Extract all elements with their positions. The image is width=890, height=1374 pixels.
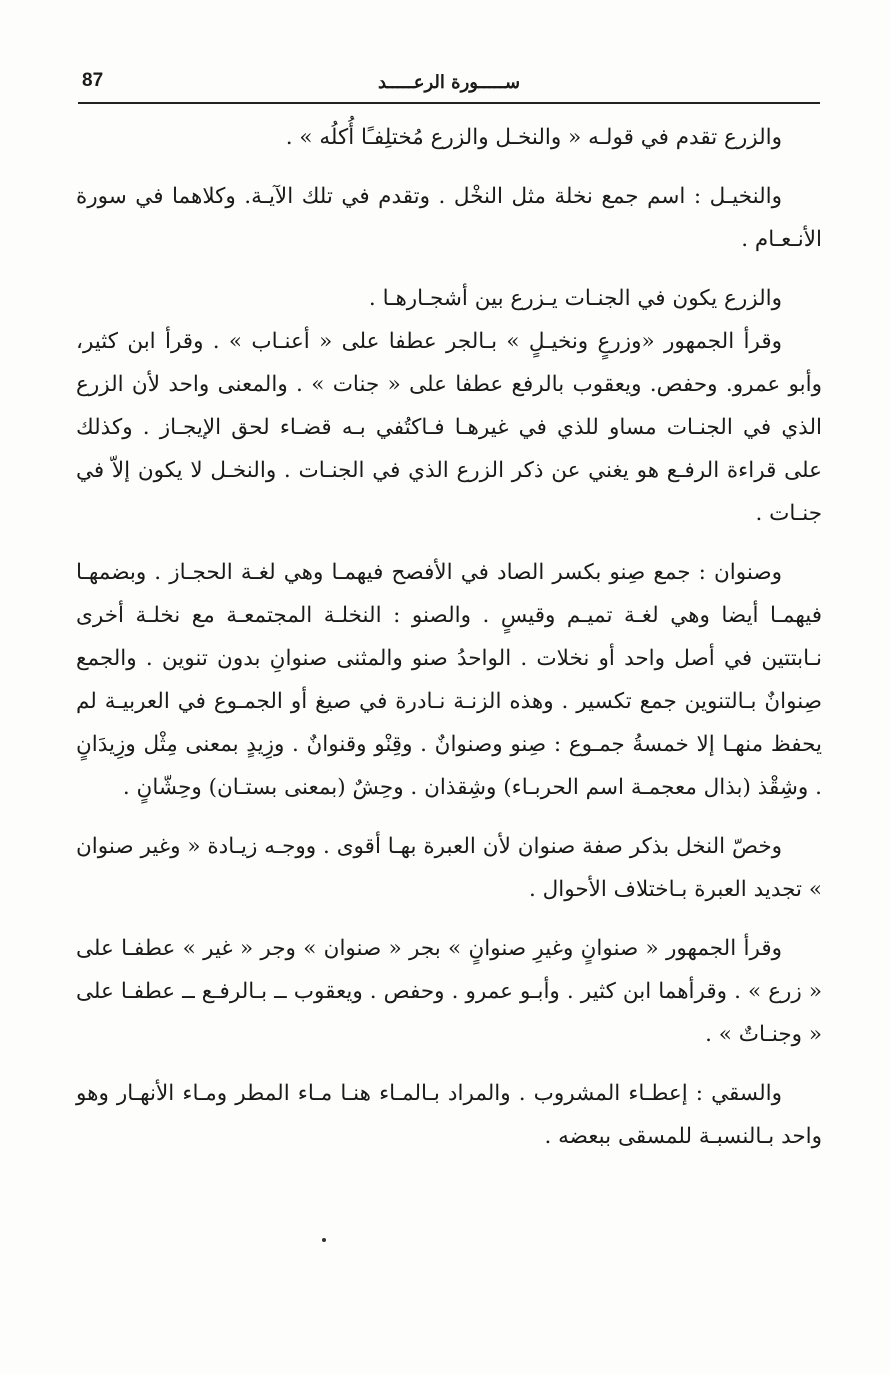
- paragraph: والسقي : إعطـاء المشروب . والمراد بـالمـاء هنـا مـاء المطر ومـاء الأنهـار وهو واحد بـالنسبـة للمسقى ببعضه .: [76, 1081, 822, 1149]
- paragraph: وقرأ الجمهور «وزرعٍ ونخيـلٍ » بـالجر عطفا على « أعنـاب » . وقرأ ابن كثير، وأبو عمرو. وحفص. ويعقوب بالرفع عطفا على « جنات » . والمعنى واحد لأن الزرع الذي في الجنـات مساو للذي في غيرهـا فـاكتُفي بـه قضـاء لحق الإيجـاز . وكذلك على قراءة الرفـع هو يغني عن ذكر الزرع الذي في الجنـات . والنخـل لا يكون إلاّ في جنـات .: [76, 329, 822, 526]
- paragraph: وقرأ الجمهور « صنوانٍ وغيرِ صنوانٍ » بجر « صنوان » وجر « غير » عطفـا على « زرع » . وقرأهما ابن كثير . وأبـو عمرو . وحفص . ويعقوب ــ بـالرفـع ــ عطفـا على « وجنـاتٌ » .: [76, 936, 822, 1047]
- body-text: [76, 116, 822, 1158]
- paragraph: والزرع تقدم في قولـه « والنخـل والزرع مُختلِفـًا أُكلُه » .: [285, 125, 782, 150]
- paragraph: والزرع يكون في الجنـات يـزرع بين أشجـارهـا .: [368, 286, 782, 311]
- page-header: [78, 68, 820, 104]
- paragraph: وخصّ النخل بذكر صفة صنوان لأن العبرة بهـا أقوى . ووجـه زيـادة « وغير صنوان » تجديد العبرة بـاختلاف الأحوال .: [76, 834, 822, 902]
- running-title: ســـــورة الرعـــــد: [377, 72, 521, 93]
- paragraph: وصنوان : جمع صِنو بكسر الصاد في الأفصح فيهمـا وهي لغـة الحجـاز . وبضمهـا فيهمـا أيضا وهي لغـة تميـم وقيسٍ . والصنو : النخلـة المجتمعـة مع نخلـة أخرى نـابتتين في أصل واحد أو نخلات . الواحدُ صنو والمثنى صنوانِ بدون تنوين . والجمع صِنوانٌ بـالتنوين جمع تكسير . وهذه الزنـة نـادرة في صيغ أو الجمـوع في العربيـة لم يحفظ منهـا إلا خمسةُ جمـوع : صِنو وصنوانٌ . وقِنْو وقنوانٌ . وزِيدٍ بمعنى مِثْل وزِيدَانٍ . وشِقْذ (بذال معجمـة اسم الحربـاء) وشِقذان . وحِشٌ (بمعنى بستـان) وحِشّانٍ .: [76, 560, 822, 800]
- paragraph: والنخيـل : اسم جمع نخلة مثل النخْل . وتقدم في تلك الآيـة. وكلاهما في سورة الأنـعـام .: [76, 184, 822, 252]
- page-number: 87: [82, 70, 104, 91]
- page-speck: [322, 1238, 326, 1242]
